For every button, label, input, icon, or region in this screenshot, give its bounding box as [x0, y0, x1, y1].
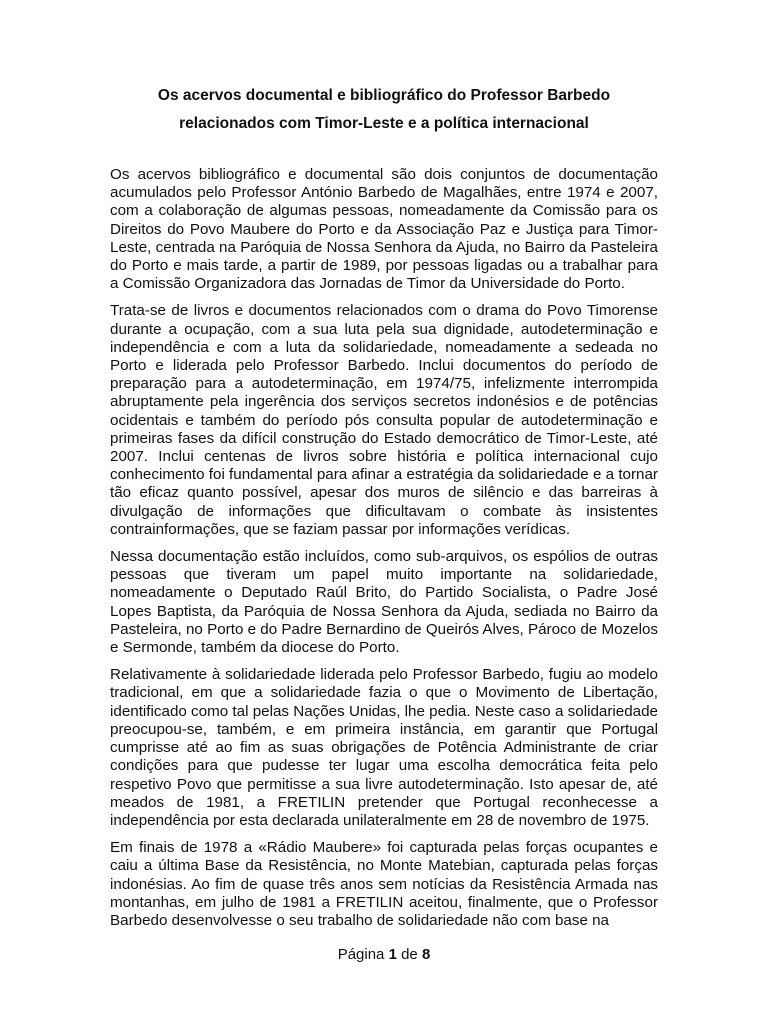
paragraph-4: Relativamente à solidariedade liderada pelo Professor Barbedo, fugiu ao modelo tradicional, em que a solidariedade fazia o que o Movimento de Libertação, identificado como tal pelas Nações Unidas, lhe pedia. Neste caso a solidariedade preocupou-se, também, e em primeira instância, em garantir que Portugal cumprisse até ao fim as suas obrigações de Potência Administrante de criar condições para que pudesse ter lugar uma escolha democrática feita pelo respetivo Povo que permitisse a sua livre autodeterminação. Isto apesar de, até meados de 1981, a FRETILIN pretender que Portugal reconhecesse a independência por esta declarada unilateralmente em 28 de novembro de 1975. — [110, 666, 658, 829]
total-pages-number: 8 — [421, 946, 431, 963]
of-label: de — [401, 946, 418, 963]
paragraph-2: Trata-se de livros e documentos relacionados com o drama do Povo Timorense durante a ocupação, com a sua luta pela sua dignidade, autodeterminação e independência e com a luta da solidariedade, nomeadamente a sedeada no Porto e liderada pelo Professor Barbedo. Inclui documentos do período de preparação para a autodeterminação, em 1974/75, infelizmente interrompida abruptamente pela ingerência dos serviços secretos indonésios e de potências ocidentais e também do período pós consulta popular de autodeterminação e primeiras fases da difícil construção do Estado democrático de Timor-Leste, até 2007. Inclui centenas de livros sobre história e política internacional cujo conhecimento foi fundamental para afinar a estratégia da solidariedade e a tornar tão eficaz quanto possível, apesar dos muros de silêncio e das barreiras à divulgação de informações que dificultavam o combate às insistentes contrainformações, que se faziam passar por informações verídicas. — [110, 302, 658, 538]
page-footer — [0, 946, 768, 964]
document-title-line-2: relacionados com Timor-Leste e a política internacional — [179, 115, 589, 132]
page-label: Página — [337, 946, 385, 963]
document-body — [110, 166, 658, 939]
paragraph-3: Nessa documentação estão incluídos, como sub-arquivos, os espólios de outras pessoas que tiveram um papel muito importante na solidariedade, nomeadamente o Deputado Raúl Brito, do Partido Socialista, o Padre José Lopes Baptista, da Paróquia de Nossa Senhora da Ajuda, sediada no Bairro da Pasteleira, no Porto e do Padre Bernardino de Queirós Alves, Pároco de Mozelos e Sermonde, também da diocese do Porto. — [110, 548, 658, 657]
document-title-line-1: Os acervos documental e bibliográfico do Professor Barbedo — [157, 87, 611, 104]
paragraph-5: Em finais de 1978 a «Rádio Maubere» foi capturada pelas forças ocupantes e caiu a última Base da Resistência, no Monte Matebian, capturada pelas forças indonésias. Ao fim de quase três anos sem notícias da Resistência Armada nas montanhas, em julho de 1981 a FRETILIN aceitou, finalmente, que o Professor Barbedo desenvolvesse o seu trabalho de solidariedade não com base na — [110, 839, 658, 929]
paragraph-1: Os acervos bibliográfico e documental são dois conjuntos de documentação acumulados pelo Professor António Barbedo de Magalhães, entre 1974 e 2007, com a colaboração de algumas pessoas, nomeadamente da Comissão para os Direitos do Povo Maubere do Porto e da Associação Paz e Justiça para Timor-Leste, centrada na Paróquia de Nossa Senhora da Ajuda, no Bairro da Pasteleira do Porto e mais tarde, a partir de 1989, por pessoas ligadas ou a trabalhar para a Comissão Organizadora das Jornadas de Timor da Universidade do Porto. — [110, 166, 658, 293]
current-page-number: 1 — [388, 946, 397, 963]
